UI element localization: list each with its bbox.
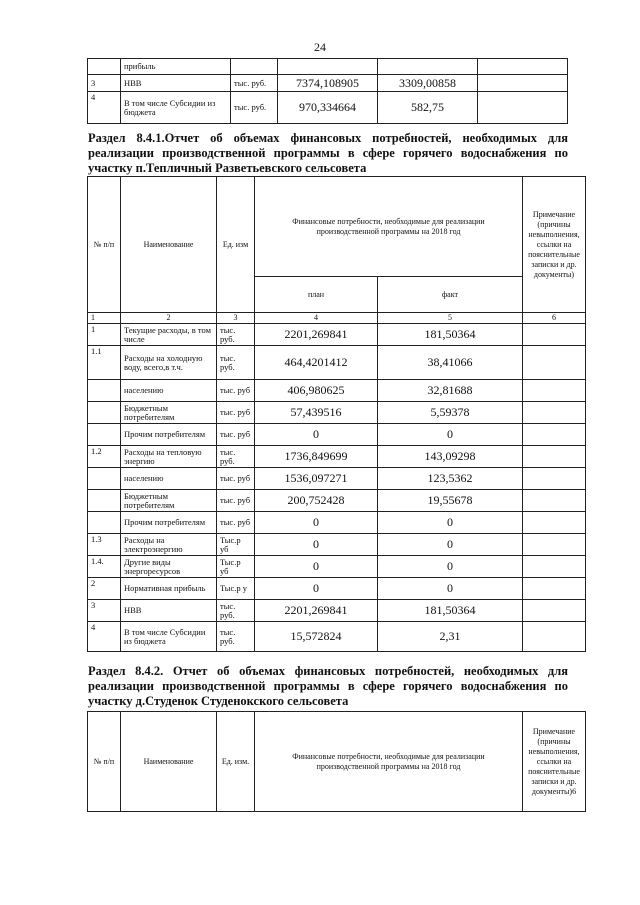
row-name: Бюджетным потребителям bbox=[121, 402, 217, 424]
row-note bbox=[523, 622, 586, 652]
row-unit: Тыс.р у bbox=[217, 578, 255, 600]
row-unit: тыс. руб bbox=[217, 468, 255, 490]
table-row bbox=[88, 512, 586, 534]
row-index: 1.1 bbox=[88, 346, 121, 380]
row-fact: 2,31 bbox=[378, 622, 523, 652]
table-row bbox=[88, 402, 586, 424]
row-fact: 19,55678 bbox=[378, 490, 523, 512]
table-row bbox=[88, 600, 586, 622]
row-index bbox=[88, 468, 121, 490]
row-index bbox=[88, 380, 121, 402]
table-row bbox=[88, 380, 586, 402]
finance-table-841 bbox=[87, 176, 586, 652]
section-heading-841: Раздел 8.4.1.Отчет об объемах финансовых потребностей, необходимых для реализации производственной программы в сфере горячего водоснабжения по участку п.Тепличный Разветьевского сельсовета bbox=[88, 131, 568, 175]
row-fact: 0 bbox=[378, 534, 523, 556]
row-note bbox=[523, 600, 586, 622]
row-unit: тыс. руб bbox=[217, 490, 255, 512]
row-name: Бюджетным потребителям bbox=[121, 490, 217, 512]
row-note bbox=[523, 490, 586, 512]
header-row: № п/п Наименование Ед. изм. Финансовые потребности, необходимые для реализации производственной программы на 2018 год Примечание (причины невыполнения, ссылки на пояснительные записки и др. документы)6 bbox=[88, 712, 586, 812]
row-plan: 57,439516 bbox=[255, 402, 378, 424]
table-row bbox=[88, 346, 586, 380]
row-name: населению bbox=[121, 380, 217, 402]
column-numbers-row: 1 2 3 4 5 6 bbox=[88, 313, 586, 324]
row-index: 2 bbox=[88, 578, 121, 600]
finance-table-842 bbox=[87, 711, 586, 812]
row-unit: тыс. руб. bbox=[217, 346, 255, 380]
row-fact: 181,50364 bbox=[378, 324, 523, 346]
page-number: 24 bbox=[314, 40, 326, 54]
row-index: 3 bbox=[88, 600, 121, 622]
row-plan: 2201,269841 bbox=[255, 324, 378, 346]
row-fact: 181,50364 bbox=[378, 600, 523, 622]
row-note bbox=[523, 556, 586, 578]
row-plan: 200,752428 bbox=[255, 490, 378, 512]
table-row bbox=[88, 446, 586, 468]
table-row bbox=[88, 424, 586, 446]
row-plan: 0 bbox=[255, 556, 378, 578]
row-index: 4 bbox=[88, 622, 121, 652]
row-plan: 464,4201412 bbox=[255, 346, 378, 380]
row-index bbox=[88, 512, 121, 534]
header-row: № п/п Наименование Ед. изм Финансовые потребности, необходимые для реализации производственной программы на 2018 год Примечание (причины невыполнения, ссылки на пояснительные записки и др. документы) bbox=[88, 177, 586, 277]
row-index bbox=[88, 424, 121, 446]
row-fact: 123,5362 bbox=[378, 468, 523, 490]
row-plan: 0 bbox=[255, 512, 378, 534]
row-name: Нормативная прибыль bbox=[121, 578, 217, 600]
table-row bbox=[88, 324, 586, 346]
table-row bbox=[88, 490, 586, 512]
row-note bbox=[523, 446, 586, 468]
row-note bbox=[523, 402, 586, 424]
row-index: 1.3 bbox=[88, 534, 121, 556]
row-plan: 2201,269841 bbox=[255, 600, 378, 622]
row-fact: 0 bbox=[378, 578, 523, 600]
row-note bbox=[523, 468, 586, 490]
row-name: Текущие расходы, в том числе bbox=[121, 324, 217, 346]
row-fact: 0 bbox=[378, 512, 523, 534]
row-unit: Тыс.р уб bbox=[217, 534, 255, 556]
row-plan: 15,572824 bbox=[255, 622, 378, 652]
table-row: 4 В том числе Субсидии из бюджета тыс. руб. 970,334664 582,75 bbox=[88, 92, 568, 124]
row-index: 1.2 bbox=[88, 446, 121, 468]
row-fact: 0 bbox=[378, 424, 523, 446]
table-row bbox=[88, 556, 586, 578]
row-note bbox=[523, 346, 586, 380]
row-unit: тыс. руб bbox=[217, 512, 255, 534]
row-name: Расходы на электроэнергию bbox=[121, 534, 217, 556]
row-plan: 0 bbox=[255, 534, 378, 556]
table-row: прибыль bbox=[88, 59, 568, 75]
row-unit: тыс. руб bbox=[217, 402, 255, 424]
row-name: Расходы на тепловую энергию bbox=[121, 446, 217, 468]
row-fact: 5,59378 bbox=[378, 402, 523, 424]
row-unit: тыс. руб. bbox=[217, 600, 255, 622]
row-name: населению bbox=[121, 468, 217, 490]
row-note bbox=[523, 534, 586, 556]
row-fact: 143,09298 bbox=[378, 446, 523, 468]
row-unit: тыс. руб bbox=[217, 424, 255, 446]
row-name: Расходы на холодную воду, всего,в т.ч. bbox=[121, 346, 217, 380]
row-plan: 406,980625 bbox=[255, 380, 378, 402]
row-name: В том числе Субсидии из бюджета bbox=[121, 622, 217, 652]
row-index bbox=[88, 490, 121, 512]
row-note bbox=[523, 512, 586, 534]
row-unit: тыс. руб. bbox=[217, 446, 255, 468]
row-unit: тыс. руб. bbox=[217, 622, 255, 652]
table-row bbox=[88, 622, 586, 652]
row-note bbox=[523, 324, 586, 346]
table-row: 3 НВВ тыс. руб. 7374,108905 3309,00858 bbox=[88, 75, 568, 92]
header-row: план факт bbox=[88, 277, 586, 313]
row-plan: 1736,849699 bbox=[255, 446, 378, 468]
row-fact: 38,41066 bbox=[378, 346, 523, 380]
row-name: Прочим потребителям bbox=[121, 512, 217, 534]
table-row bbox=[88, 468, 586, 490]
row-index: 1 bbox=[88, 324, 121, 346]
table-row bbox=[88, 534, 586, 556]
row-plan: 0 bbox=[255, 424, 378, 446]
row-note bbox=[523, 424, 586, 446]
row-unit: тыс. руб. bbox=[217, 324, 255, 346]
row-fact: 32,81688 bbox=[378, 380, 523, 402]
row-name: Прочим потребителям bbox=[121, 424, 217, 446]
row-plan: 1536,097271 bbox=[255, 468, 378, 490]
row-note bbox=[523, 380, 586, 402]
row-index bbox=[88, 402, 121, 424]
row-unit: Тыс.р уб bbox=[217, 556, 255, 578]
row-fact: 0 bbox=[378, 556, 523, 578]
row-index: 1.4. bbox=[88, 556, 121, 578]
row-unit: тыс. руб bbox=[217, 380, 255, 402]
row-note bbox=[523, 578, 586, 600]
row-name: НВВ bbox=[121, 600, 217, 622]
row-name: Другие виды энергоресурсов bbox=[121, 556, 217, 578]
section-heading-842: Раздел 8.4.2. Отчет об объемах финансовых потребностей, необходимых для реализации производственной программы в сфере горячего водоснабжения по участку д.Студенок Студенокского сельсовета bbox=[88, 664, 568, 708]
top-table bbox=[87, 58, 568, 124]
table-row bbox=[88, 578, 586, 600]
row-plan: 0 bbox=[255, 578, 378, 600]
